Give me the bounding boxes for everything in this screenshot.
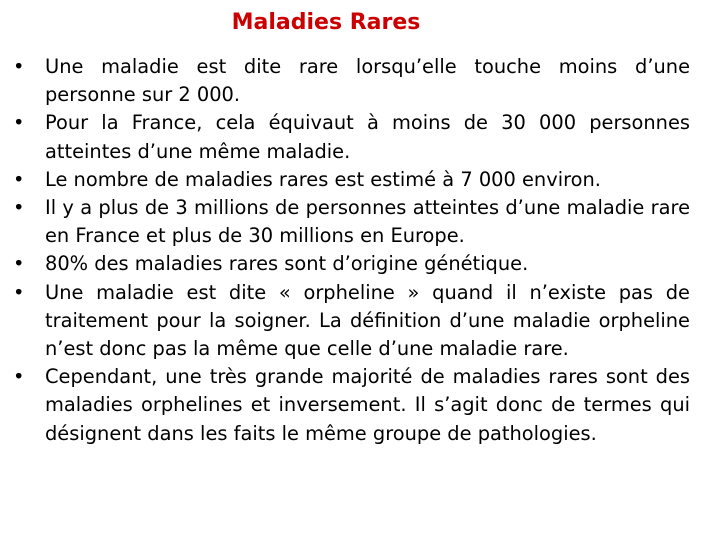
bullet-item <box>12 194 690 250</box>
bullet-dot-icon: • <box>13 111 25 135</box>
bullet-item <box>12 166 690 194</box>
bullet-text: Cependant, une très grande majorité de maladies rares sont des maladies orphelines et inversement. Il s’agit donc de termes qui désignent dans les faits le même groupe de pathologies. <box>45 365 690 445</box>
bullet-text: Pour la France, cela équivaut à moins de 30 000 personnes atteintes d’une même maladie. <box>45 111 690 163</box>
bullet-dot-icon: • <box>13 167 25 191</box>
bullet-text: Le nombre de maladies rares est estimé à 7 000 environ. <box>45 167 601 191</box>
bullet-text: Une maladie est dite « orpheline » quand il n’existe pas de traitement pour la soigner. La définition d’une maladie orpheline n’est donc pas la même que celle d’une maladie rare. <box>45 280 690 361</box>
bullet-dot-icon: • <box>13 280 25 304</box>
bullet-list <box>12 53 690 448</box>
bullet-item <box>12 363 690 448</box>
bullet-text: Il y a plus de 3 millions de personnes atteintes d’une maladie rare en France et plus de 30 millions en Europe. <box>45 196 690 248</box>
slide-title: Maladies Rares <box>231 10 421 35</box>
bullet-dot-icon: • <box>13 252 25 276</box>
bullet-item <box>12 53 690 109</box>
bullet-text: 80% des maladies rares sont d’origine génétique. <box>45 252 529 276</box>
bullet-item <box>12 109 690 165</box>
bullet-dot-icon: • <box>13 365 25 389</box>
bullet-dot-icon: • <box>13 196 25 220</box>
bullet-item <box>12 250 690 278</box>
bullet-item <box>12 279 690 364</box>
bullet-dot-icon: • <box>13 55 25 78</box>
bullet-text: Une maladie est dite rare lorsqu’elle touche moins d’une personne sur 2 000. <box>45 55 690 107</box>
